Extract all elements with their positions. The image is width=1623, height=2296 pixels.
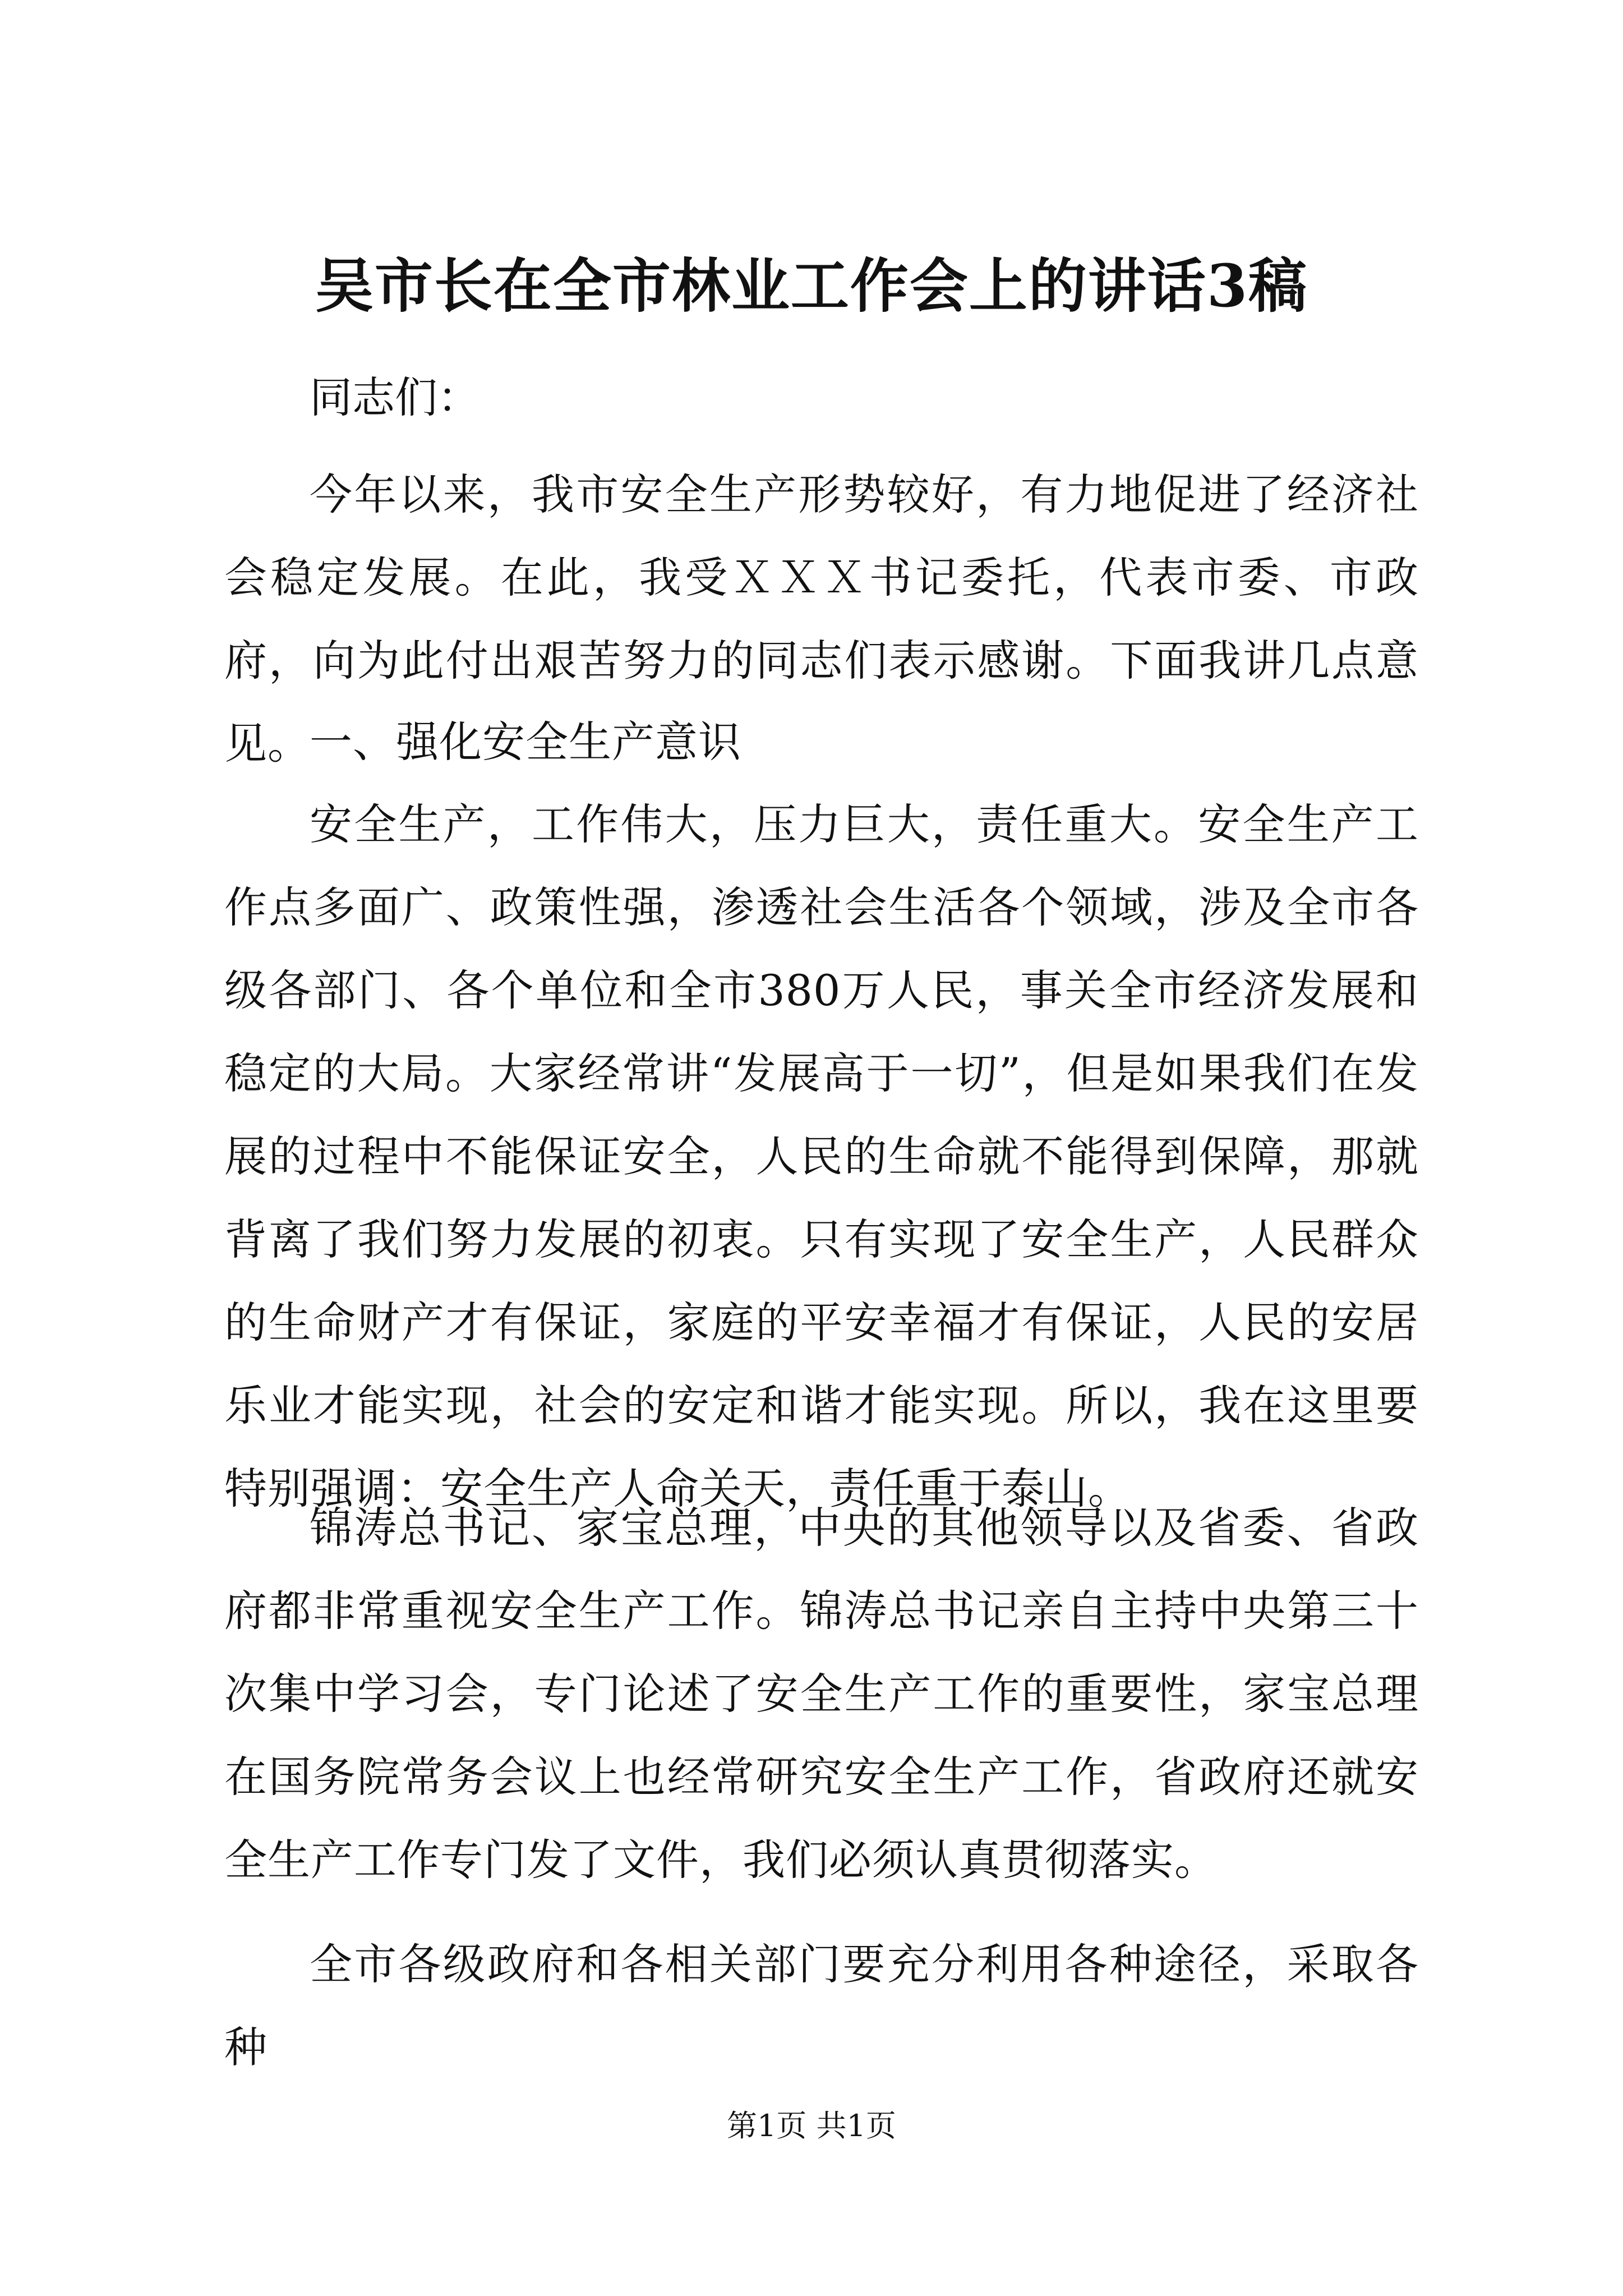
paragraph-intro: 今年以来，我市安全生产形势较好，有力地促进了经济社会稳定发展。在此，我受ＸＸＸ书记委托，代表市委、市政府，向为此付出艰苦努力的同志们表示感谢。下面我讲几点意见。: [224, 470, 1419, 769]
paragraph-measures: 全市各级政府和各相关部门要充分利用各种途径，采取各种: [224, 1939, 1419, 2072]
salutation: 同志们：: [310, 372, 480, 422]
document-title: 吴市长在全市林业工作会上的讲话3稿: [315, 251, 1308, 320]
paragraph-leaders: 锦涛总书记、家宝总理，中央的其他领导以及省委、省政府都非常重视安全生产工作。锦涛总书记亲自主持中央第三十次集中学习会，专门论述了安全生产工作的重要性，家宝总理在国务院常务会议上也经常研究安全生产工作，省政府还就安全生产工作专门发了文件，我们必须认真贯彻落实。: [224, 1503, 1419, 1885]
page-footer: 第1页 共1页: [727, 2108, 896, 2143]
section-heading: 一、强化安全生产意识: [310, 717, 741, 767]
paragraph-safety: 安全生产，工作伟大，压力巨大，责任重大。安全生产工作点多面广、政策性强，渗透社会生活各个领域，涉及全市各级各部门、各个单位和全市380万人民，事关全市经济发展和稳定的大局。大家经常讲“发展高于一切”，但是如果我们在发展的过程中不能保证安全，人民的生命就不能得到保障，那就背离了我们努力发展的初衷。只有实现了安全生产，人民群众的生命财产才有保证，家庭的平安幸福才有保证，人民的安居乐业才能实现，社会的安定和谐才能实现。所以，我在这里要特别强调：安全生产人命关天，责任重于泰山。: [224, 799, 1419, 1513]
